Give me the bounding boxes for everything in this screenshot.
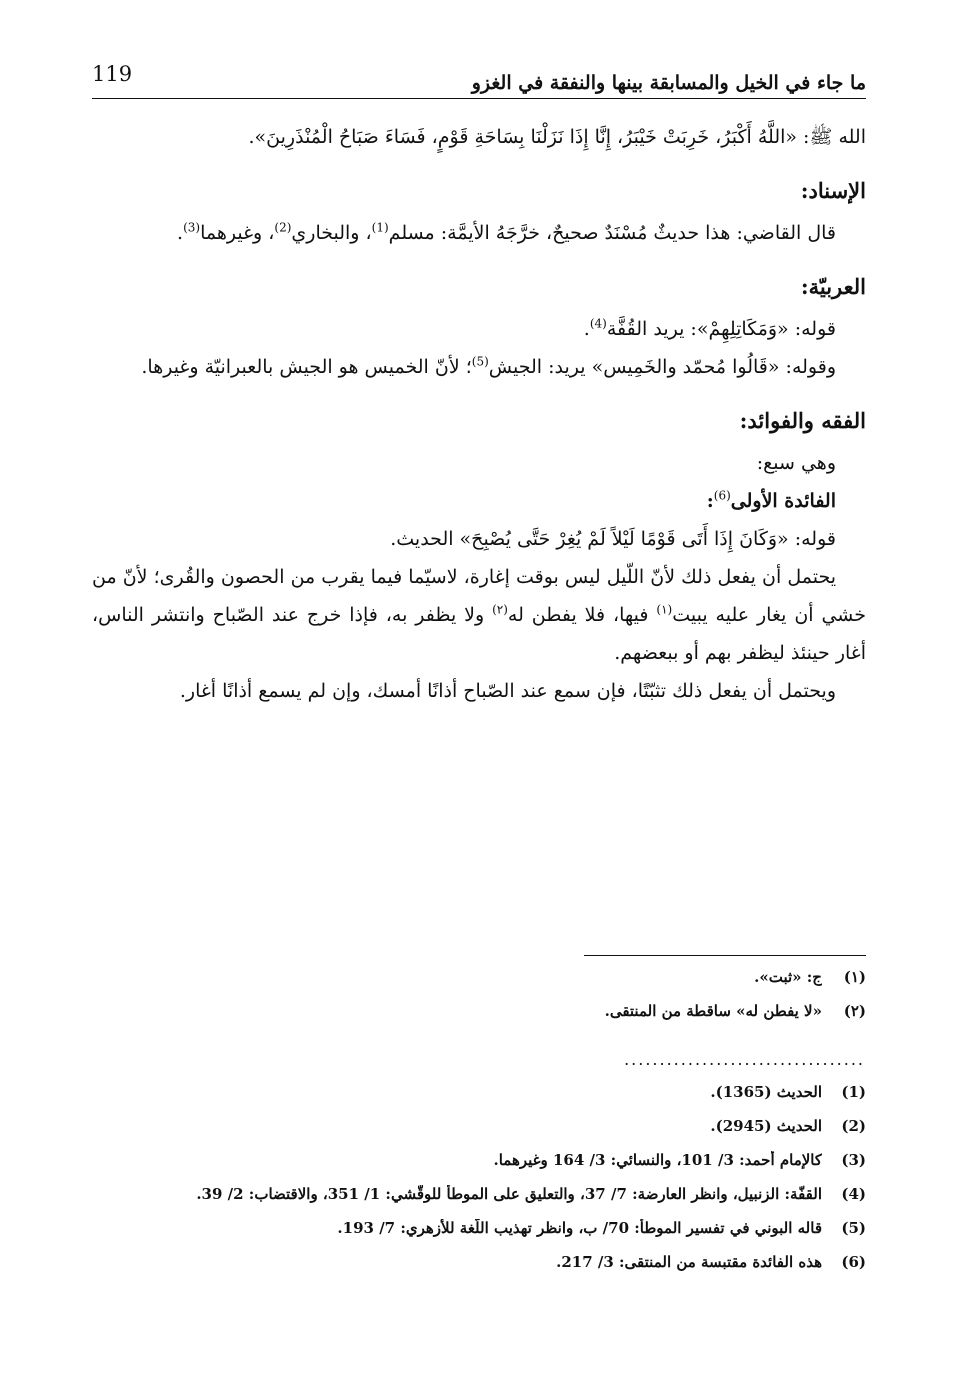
header-rule xyxy=(92,98,866,99)
footnote-number: (3) xyxy=(841,1151,866,1169)
faida-colon: : xyxy=(706,490,714,512)
footnote xyxy=(92,1185,866,1219)
footnote-number: (4) xyxy=(841,1185,866,1203)
isnad-heading: الإسناد: xyxy=(800,178,866,203)
arabiyya-line2-a: وقوله: «قَالُوا مُحمّد والخَمِيس» يريد: الجيش xyxy=(488,356,836,378)
footnote-separator-dots: .................................. xyxy=(624,1050,865,1069)
footnote xyxy=(92,1083,866,1117)
footnote-rule xyxy=(584,955,866,956)
manuscript-note xyxy=(92,1002,866,1036)
footnote-text: هذه الفائدة مقتبسة من المنتقى: 3/ 217. xyxy=(556,1253,822,1271)
isnad-paragraph xyxy=(92,214,866,252)
para1-b: فيها، فلا يفطن له xyxy=(507,604,657,626)
isnad-text-b: ، والبخاري xyxy=(291,222,372,244)
manuscript-note-text: «لا يفطن له» ساقطة من المنتقى. xyxy=(604,1002,822,1020)
faida-title: الفائدة الأولى xyxy=(730,490,836,512)
paragraph-1 xyxy=(92,558,866,672)
manuscript-note-number: (١) xyxy=(843,968,866,986)
footnote-text: قاله البوني في تفسير الموطأ: 70/ ب، وانظر تهذيب اللّغة للأزهري: 7/ 193. xyxy=(337,1219,822,1237)
isnad-text-d: . xyxy=(177,222,184,244)
footnote xyxy=(92,1253,866,1287)
arabiyya-line-2 xyxy=(92,348,866,386)
para1-a: يحتمل أن يفعل ذلك لأنّ اللّيل ليس بوقت إغارة، لاسيّما فيما يقرب من الحصون والقُرى؛ لأنّ من خشي أن يغار عليه يبيت xyxy=(92,566,866,626)
manuscript-note xyxy=(92,968,866,1002)
arabiyya-heading: العربيّة: xyxy=(800,274,866,299)
footnote-ref-2: (2) xyxy=(274,220,292,235)
faida-title-line xyxy=(92,482,866,520)
arabiyya-line2-b: ؛ لأنّ الخميس هو الجيش بالعبرانيّة وغيرها. xyxy=(141,356,472,378)
footnote-ref-6: (6) xyxy=(713,488,731,503)
footnote-number: (6) xyxy=(841,1253,866,1271)
footnote xyxy=(92,1219,866,1253)
fiqh-heading: الفقه والفوائد: xyxy=(739,408,866,433)
manuscript-notes xyxy=(92,968,866,1036)
footnote xyxy=(92,1117,866,1151)
footnote-number: (5) xyxy=(841,1219,866,1237)
manuscript-note-number: (٢) xyxy=(843,1002,866,1020)
footnote-text: كالإمام أحمد: 3/ 101، والنسائي: 3/ 164 وغيرهما. xyxy=(493,1151,822,1169)
footnote-text: القفّة: الزنبيل، وانظر العارضة: 7/ 37، والتعليق على الموطأ للوقّشي: 1/ 351، والاقتضاب: 2/ 39. xyxy=(196,1185,822,1203)
page-number: 119 xyxy=(92,62,133,86)
footnote xyxy=(92,1151,866,1185)
para1-c: ولا يظفر به، فإذا خرج عند الصّباح وانتشر الناس، أغار حينئذ ليظفر بهم أو ببعضهم. xyxy=(92,604,866,664)
manuscript-ref-1: (١) xyxy=(656,602,673,617)
isnad-text-c: ، وغيرهما xyxy=(200,222,275,244)
footnote-ref-3: (3) xyxy=(183,220,201,235)
arabiyya-line1-a: قوله: «وَمَكَاتِلِهِمْ»: يريد القُفَّة xyxy=(606,318,836,340)
footnotes xyxy=(92,1083,866,1287)
arabiyya-line1-b: . xyxy=(583,318,590,340)
hadith-continuation: الله ﷺ: «اللَّهُ أَكْبَرُ، خَرِبَتْ خَيْبَرُ، إِنَّا إِذَا نَزَلْنَا بِسَاحَةِ قَوْمٍ، فَسَاءَ صَبَاحُ الْمُنْذَرِينَ». xyxy=(248,126,866,148)
manuscript-note-text: ج: «ثبت». xyxy=(754,968,822,986)
footnote-ref-5: (5) xyxy=(471,354,489,369)
faida-quote: قوله: «وَكَانَ إِذَا أَتَى قَوْمًا لَيْلاً لَمْ يُغِرْ حَتَّى يُصْبِحَ» الحديث. xyxy=(390,528,836,550)
running-title: ما جاء في الخيل والمسابقة بينها والنفقة في الغزو xyxy=(471,72,866,94)
fiqh-intro: وهي سبع: xyxy=(756,452,836,474)
main-text xyxy=(92,118,866,710)
footnote-text: الحديث (2945). xyxy=(710,1117,822,1135)
footnote-number: (1) xyxy=(841,1083,866,1101)
manuscript-ref-2: (٢) xyxy=(492,602,508,617)
footnote-ref-1: (1) xyxy=(371,220,389,235)
footnote-number: (2) xyxy=(841,1117,866,1135)
page-header xyxy=(92,58,866,98)
arabiyya-line-1 xyxy=(92,310,866,348)
isnad-text-a: قال القاضي: هذا حديثٌ مُسْنَدٌ صحيحٌ، خرَّجَهُ الأيمَّة: مسلم xyxy=(388,222,836,244)
footnote-text: الحديث (1365). xyxy=(710,1083,822,1101)
paragraph-2: ويحتمل أن يفعل ذلك تثبّتًا، فإن سمع عند الصّباح أذانًا أمسك، وإن لم يسمع أذانًا أغار. xyxy=(179,680,836,702)
footnote-ref-4: (4) xyxy=(589,316,607,331)
